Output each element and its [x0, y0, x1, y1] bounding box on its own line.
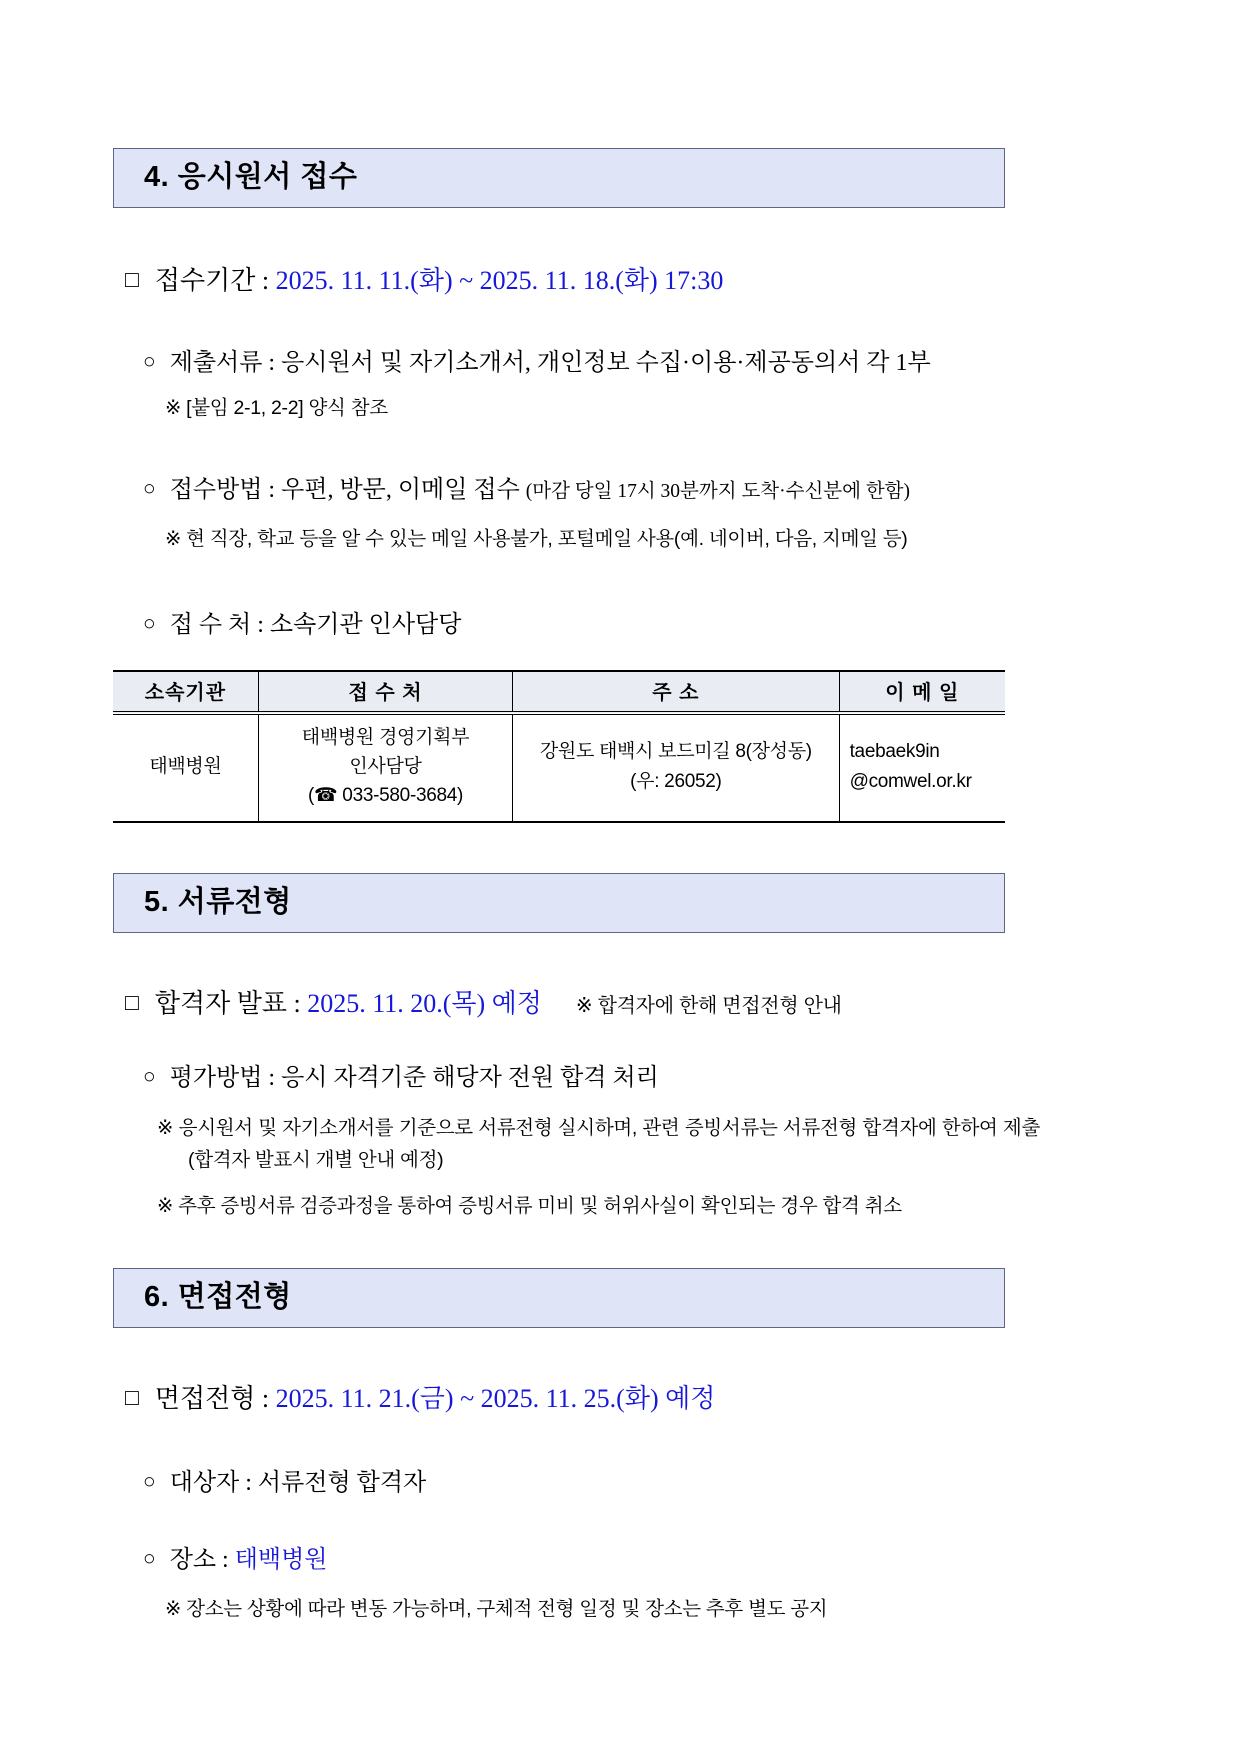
table-header-row — [113, 671, 1005, 713]
interview-target-line — [143, 1468, 1005, 1499]
cell-office-line1: 태백병원 경영기획부 — [301, 726, 470, 748]
receipt-method-paren: (마감 당일 17시 30분까지 도착·수신분에 한함) — [525, 481, 910, 502]
interview-period-line — [125, 1382, 1005, 1416]
eval-method-line — [143, 1063, 1005, 1094]
pass-announce-value: 2025. 11. 20.(목) 예정 — [307, 988, 542, 1018]
interview-place-label: 장소 : — [169, 1546, 235, 1573]
receipt-office-text: 접 수 처 : 소속기관 인사담당 — [169, 612, 462, 639]
circle-bullet-icon: ○ — [143, 1545, 156, 1570]
circle-bullet-icon: ○ — [143, 348, 156, 373]
interview-place-line — [143, 1545, 1005, 1576]
cell-office — [258, 713, 512, 822]
interview-period-label: 면접전형 : — [154, 1384, 276, 1413]
eval-method-text: 평가방법 : 응시 자격기준 해당자 전원 합격 처리 — [169, 1064, 659, 1091]
square-bullet-icon: □ — [125, 989, 139, 1015]
receipt-period-line — [125, 264, 1005, 298]
circle-bullet-icon: ○ — [143, 1063, 156, 1088]
col-header-office: 접 수 처 — [258, 671, 512, 713]
circle-bullet-icon: ○ — [143, 611, 156, 636]
interview-place-note: ※ 장소는 상황에 따라 변동 가능하며, 구체적 전형 일정 및 장소는 추후 별도 공지 — [165, 1598, 828, 1621]
pass-announce-line — [125, 987, 1005, 1021]
cell-email — [839, 713, 1005, 822]
section5-title: 5. 서류전형 — [144, 885, 292, 918]
circle-bullet-icon: ○ — [143, 1468, 156, 1493]
cell-email-line1: taebaek9in — [849, 741, 940, 763]
section6-header — [113, 1268, 1005, 1328]
receipt-method-note: ※ 현 직장, 학교 등을 알 수 있는 메일 사용불가, 포털메일 사용(예. 네이버, 다음, 지메일 등) — [165, 528, 908, 551]
section4-header — [113, 148, 1005, 208]
screening-note-2: ※ 추후 증빙서류 검증과정을 통하여 증빙서류 미비 및 허위사실이 확인되는 경우 합격 취소 — [157, 1195, 902, 1218]
circle-bullet-icon: ○ — [143, 476, 156, 500]
pass-announce-note: ※ 합격자에 한해 면접전형 안내 — [575, 994, 842, 1017]
section6-title: 6. 면접전형 — [144, 1281, 292, 1314]
cell-office-line2: 인사담당 — [349, 756, 422, 778]
pass-announce-label: 합격자 발표 : — [154, 988, 308, 1018]
section4-title: 4. 응시원서 접수 — [144, 161, 358, 193]
cell-address-line1: 강원도 태백시 보드미길 8(장성동) — [539, 741, 812, 763]
interview-period-value: 2025. 11. 21.(금) ~ 2025. 11. 25.(화) 예정 — [275, 1384, 716, 1413]
receipt-period-label: 접수기간 : — [154, 265, 276, 295]
col-header-email: 이 메 일 — [839, 671, 1005, 713]
col-header-org: 소속기관 — [113, 671, 258, 713]
receipt-method-text: 접수방법 : 우편, 방문, 이메일 접수 — [169, 477, 526, 503]
submit-docs-note: ※ [붙임 2-1, 2-2] 양식 참조 — [165, 396, 388, 419]
square-bullet-icon: □ — [125, 1385, 139, 1410]
cell-org: 태백병원 — [149, 756, 222, 778]
screening-note-1: ※ 응시원서 및 자기소개서를 기준으로 서류전형 실시하며, 관련 증빙서류는 서류전형 합격자에 한하여 제출(합격자 발표시 개별 안내 예정) — [157, 1116, 1040, 1171]
interview-target-text: 대상자 : 서류전형 합격자 — [169, 1469, 427, 1496]
interview-place-value: 태백병원 — [234, 1546, 328, 1573]
col-header-address: 주 소 — [513, 671, 839, 713]
submit-docs-line — [143, 348, 1005, 379]
square-bullet-icon: □ — [125, 266, 139, 292]
cell-address-line2: (우: 26052) — [630, 770, 722, 792]
cell-email-line2: @comwel.or.kr — [849, 770, 972, 792]
receipt-office-table — [113, 670, 1005, 823]
document-content — [113, 148, 1040, 1624]
receipt-office-line — [143, 610, 1005, 641]
section5-header — [113, 873, 1005, 933]
submit-docs-text: 제출서류 : 응시원서 및 자기소개서, 개인정보 수집·이용·제공동의서 각 1부 — [169, 349, 931, 376]
table-row — [113, 713, 1005, 822]
cell-address — [513, 713, 839, 822]
receipt-method-line — [143, 475, 1005, 506]
cell-office-line3: (☎ 033-580-3684) — [307, 785, 464, 807]
receipt-period-value: 2025. 11. 11.(화) ~ 2025. 11. 18.(화) 17:30 — [275, 265, 724, 295]
